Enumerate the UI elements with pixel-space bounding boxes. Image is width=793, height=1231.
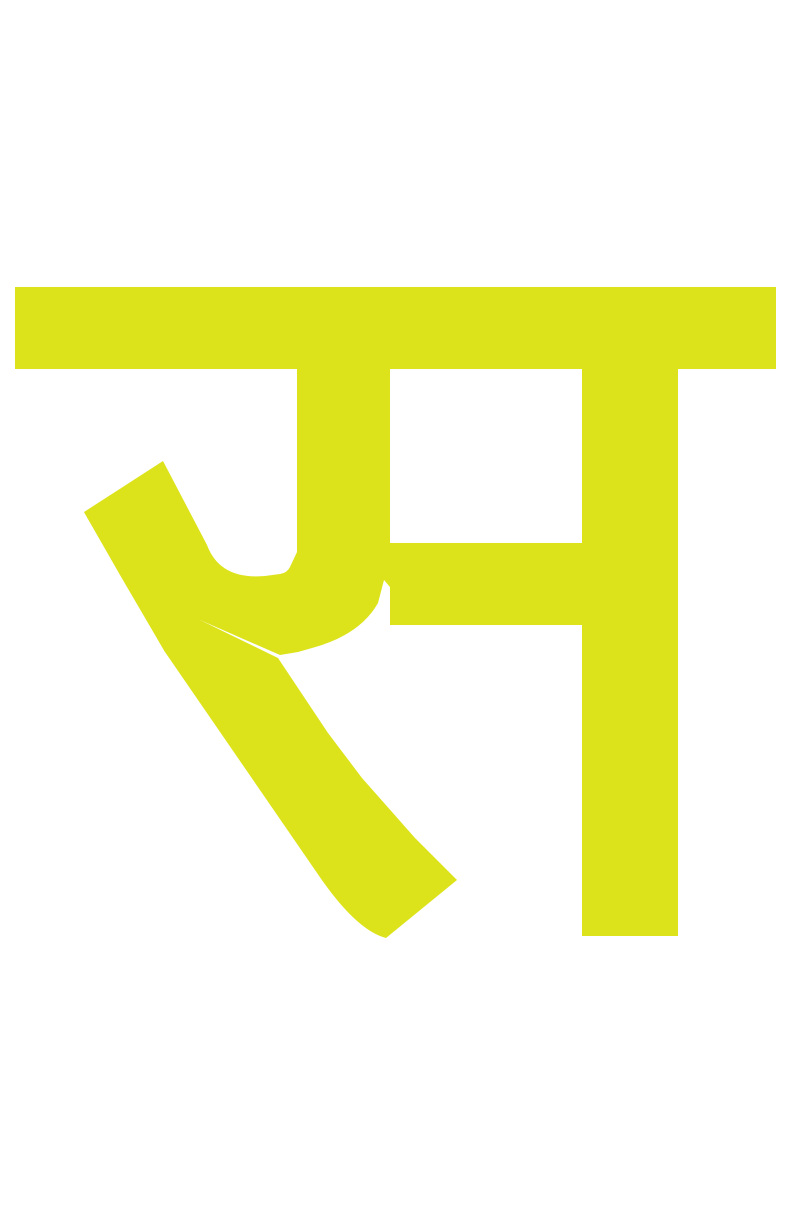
glyph-shapes	[15, 287, 776, 938]
glyph-left-stem	[297, 369, 390, 543]
glyph-right-stem	[582, 369, 678, 936]
glyph-headline-bar	[15, 287, 776, 369]
